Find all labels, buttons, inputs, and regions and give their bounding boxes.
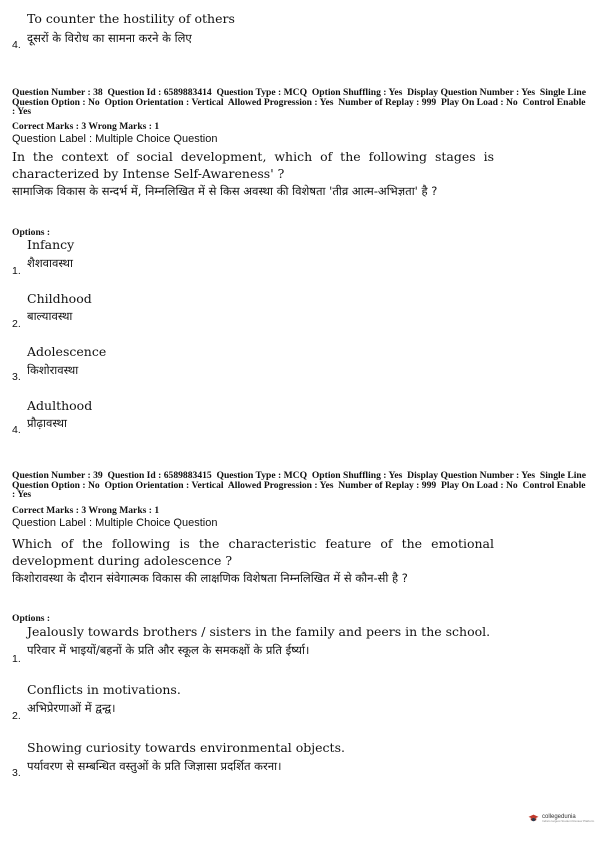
q38-option-2-hindi: बाल्यावस्था bbox=[27, 309, 73, 323]
q38-option-4-number: 4. bbox=[12, 424, 21, 436]
q38-option-1-number: 1. bbox=[12, 265, 21, 277]
q39-option-2-english: Conflicts in motivations. bbox=[27, 682, 181, 697]
q38-marks: Correct Marks : 3 Wrong Marks : 1 bbox=[12, 121, 160, 132]
q38-option-2-english: Childhood bbox=[27, 291, 92, 306]
q38-option-4-hindi: प्रौढ़ावस्था bbox=[27, 416, 67, 430]
q39-option-1-english: Jealously towards brothers / sisters in the family and peers in the school. bbox=[27, 624, 491, 639]
q39-option-3-number: 3. bbox=[12, 767, 21, 779]
q38-option-3-number: 3. bbox=[12, 371, 21, 383]
q39-option-1-number: 1. bbox=[12, 653, 21, 665]
q38-option-3-english: Adolescence bbox=[27, 344, 107, 359]
prev-option-4-hindi: दूसरों के विरोध का सामना करने के लिए bbox=[27, 31, 192, 45]
q39-option-2-number: 2. bbox=[12, 710, 21, 722]
logo-name: collegedunia bbox=[542, 814, 576, 820]
q38-option-1-hindi: शैशवावस्था bbox=[27, 256, 73, 270]
q38-question-hindi: सामाजिक विकास के सन्दर्भ में, निम्नलिखित में से किस अवस्था की विशेषता 'तीव्र आत्म-अभिज्ञता' है ? bbox=[12, 184, 438, 198]
q39-label: Question Label : Multiple Choice Question bbox=[12, 517, 218, 529]
q39-options-heading: Options : bbox=[12, 613, 51, 624]
prev-option-4-number: 4. bbox=[12, 39, 21, 51]
q39-meta: Question Number : 39 Question Id : 6589883415 Question Type : MCQ Option Shuffling : Yes Display Question Number : Yes Single Line Question Option : No Option Orientation : Vertical Allowed Progression : Yes Number of Replay : 999 Play On Load : No Control Enable : Yes bbox=[12, 470, 589, 501]
q38-option-4-english: Adulthood bbox=[27, 398, 93, 413]
graduation-cap-icon bbox=[528, 813, 539, 824]
q39-question-english: Which of the following is the characteristic feature of the emotional development during adolescence ? bbox=[12, 536, 494, 568]
logo-text-block bbox=[542, 814, 594, 823]
q38-label: Question Label : Multiple Choice Question bbox=[12, 133, 218, 145]
logo-tagline: India's largest Student Review Platform bbox=[542, 819, 595, 823]
q38-option-1-english: Infancy bbox=[27, 237, 75, 252]
q39-option-3-english: Showing curiosity towards environmental objects. bbox=[27, 740, 345, 755]
q39-question-hindi: किशोरावस्था के दौरान संवेगात्मक विकास की लाक्षणिक विशेषता निम्नलिखित में से कौन-सी है ? bbox=[12, 571, 408, 585]
q38-meta: Question Number : 38 Question Id : 6589883414 Question Type : MCQ Option Shuffling : Yes Display Question Number : Yes Single Line Question Option : No Option Orientation : Vertical Allowed Progression : Yes Number of Replay : 999 Play On Load : No Control Enable : Yes bbox=[12, 87, 589, 118]
q39-marks: Correct Marks : 3 Wrong Marks : 1 bbox=[12, 505, 160, 516]
q39-option-3-hindi: पर्यावरण से सम्बन्धित वस्तुओं के प्रति जिज्ञासा प्रदर्शित करना। bbox=[27, 759, 282, 773]
q38-option-2-number: 2. bbox=[12, 318, 21, 330]
prev-option-4-english: To counter the hostility of others bbox=[27, 11, 235, 26]
q39-option-2-hindi: अभिप्रेरणाओं में द्वन्द्व। bbox=[27, 701, 116, 715]
q38-options-heading: Options : bbox=[12, 227, 51, 238]
collegedunia-logo bbox=[528, 813, 594, 824]
q39-option-1-hindi: परिवार में भाइयों/बहनों के प्रति और स्कूल के समकक्षों के प्रति ईर्ष्या। bbox=[27, 643, 310, 657]
q38-question-english: In the context of social development, which of the following stages is characterized by Intense Self-Awareness' ? bbox=[12, 149, 494, 181]
q38-option-3-hindi: किशोरावस्था bbox=[27, 363, 79, 377]
